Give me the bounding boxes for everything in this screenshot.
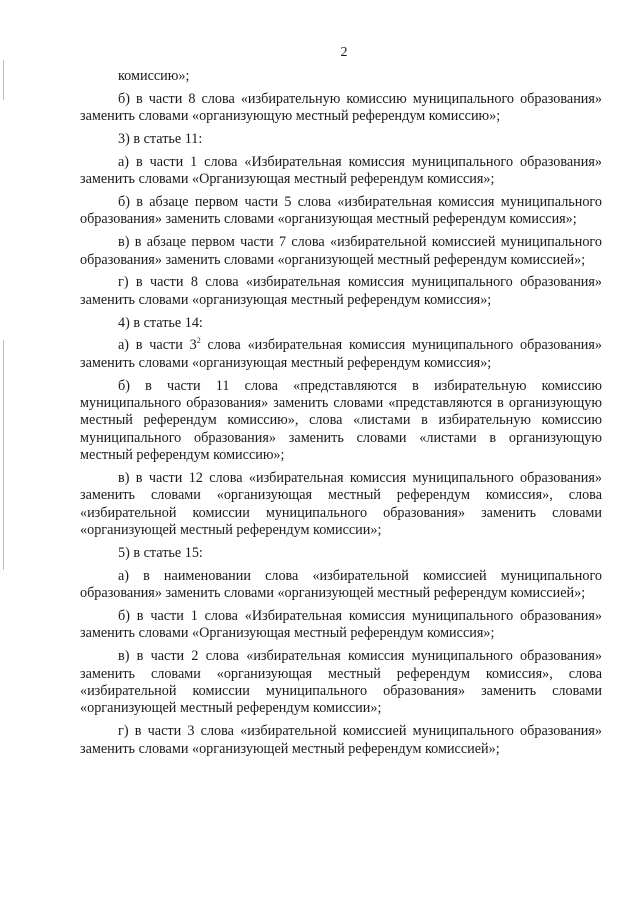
scan-edge-mark bbox=[3, 340, 4, 570]
paragraph: б) в части 1 слова «Избирательная комиссия муниципального образования» заменить словами «Организующая местный референдум комиссия»; bbox=[80, 608, 602, 642]
paragraph: б) в части 11 слова «представляются в избирательную комиссию муниципального образования» заменить словами «представляются в организующую местный референдум комиссию», слова «листами в избирательную комиссию муниципального образования» заменить словами «листами в организующую местный референдум комиссию»; bbox=[80, 377, 602, 464]
paragraph: а) в наименовании слова «избирательной комиссией муниципального образования» заменить словами «организующей местный референдум комиссией»; bbox=[80, 567, 602, 602]
superscript: 2 bbox=[196, 336, 201, 346]
paragraph-lead: а) в части 3 bbox=[118, 337, 197, 354]
paragraph: 3) в статье 11: bbox=[118, 131, 203, 147]
paragraph: г) в части 8 слова «избирательная комиссия муниципального образования» заменить словами «организующая местный референдум комиссия»; bbox=[80, 274, 602, 308]
paragraph: в) в части 2 слова «избирательная комиссия муниципального образования» заменить словами «организующая местный референдум комиссия», слова «избирательной комиссии муниципального образования» заменить словами «организующей местный референдум комиссии»; bbox=[80, 648, 602, 717]
paragraph: в) в части 12 слова «избирательная комиссия муниципального образования» заменить словами «организующая местный референдум комиссия», слова «избирательной комиссии муниципального образования» заменить словами «организующей местный референдум комиссии»; bbox=[80, 470, 602, 539]
paragraph: 4) в статье 14: bbox=[118, 314, 203, 331]
paragraph: в) в абзаце первом части 7 слова «избирательной комиссией муниципального образования» заменить словами «организующей местный референдум комиссией»; bbox=[80, 234, 602, 268]
scan-edge-mark bbox=[3, 60, 4, 100]
paragraph: б) в абзаце первом части 5 слова «избирательная комиссия муниципального образования» заменить словами «организующая местный референдум комиссия»; bbox=[80, 194, 602, 228]
paragraph: комиссию»; bbox=[118, 68, 190, 84]
paragraph-rest: слова «избирательная комиссия муниципального образования» заменить словами «организующая местный референдум комиссия»; bbox=[80, 337, 602, 371]
paragraph: а) в части 1 слова «Избирательная комиссия муниципального образования» заменить словами «Организующая местный референдум комиссия»; bbox=[80, 153, 602, 188]
page-number: 2 bbox=[340, 45, 348, 60]
paragraph: г) в части 3 слова «избирательной комиссией муниципального образования» заменить словами «организующей местный референдум комиссией»; bbox=[80, 723, 602, 757]
paragraph: 5) в статье 15: bbox=[118, 545, 203, 562]
paragraph: б) в части 8 слова «избирательную комиссию муниципального образования» заменить словами «организующую местный референдум комиссию»; bbox=[80, 90, 602, 125]
document-text bbox=[80, 68, 602, 763]
paragraph bbox=[80, 337, 602, 372]
